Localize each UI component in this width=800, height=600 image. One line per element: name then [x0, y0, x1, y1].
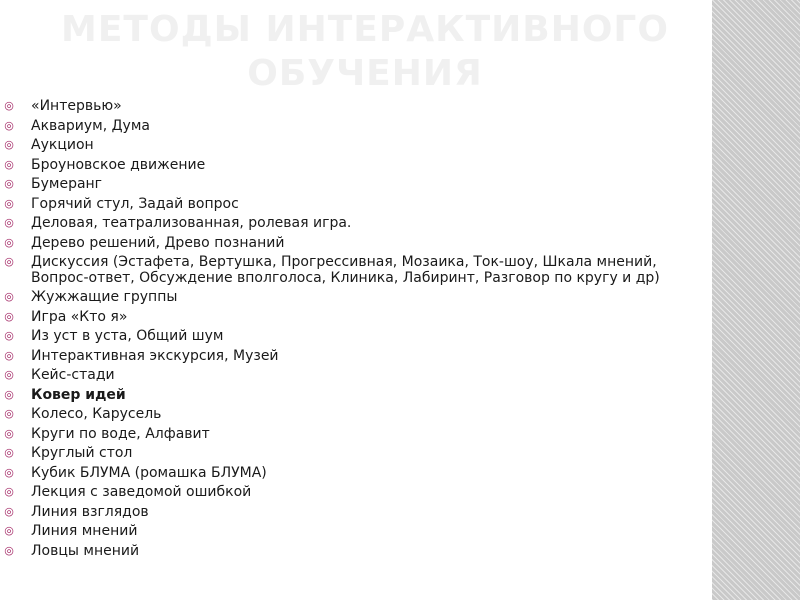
bullet-icon: ◎: [4, 157, 14, 171]
list-item-text: Колесо, Карусель: [31, 406, 162, 422]
list-item: [0, 97, 700, 117]
list-item: [0, 253, 700, 288]
list-item: [0, 366, 700, 386]
list-item: [0, 444, 700, 464]
bullet-icon: ◎: [4, 99, 14, 112]
list-item: [0, 483, 700, 503]
list-item: [0, 195, 700, 215]
bullet-icon: ◎: [4, 235, 14, 249]
bullet-icon: ◎: [4, 138, 14, 151]
list-item-text: Интерактивная экскурсия, Музей: [31, 347, 279, 364]
list-item-text: Броуновское движение: [31, 156, 206, 173]
list-item: [0, 288, 700, 308]
bullet-icon: ◎: [4, 309, 14, 323]
list-item-text: Дерево решений, Древо познаний: [31, 234, 285, 251]
list-item: [0, 425, 700, 445]
list-item-text: Линия взглядов: [31, 503, 149, 520]
list-item-text: «Интервью»: [31, 98, 122, 114]
bullet-icon: ◎: [4, 196, 14, 210]
methods-list: [0, 97, 700, 561]
list-item-text: Кубик БЛУМА (ромашка БЛУМА): [31, 464, 267, 481]
list-item-text: Лекция с заведомой ошибкой: [31, 484, 252, 500]
list-item: [0, 136, 700, 156]
list-item-text: Деловая, театрализованная, ролевая игра.: [31, 215, 352, 231]
list-item-text: Горячий стул, Задай вопрос: [31, 195, 239, 212]
bullet-icon: ◎: [4, 426, 14, 440]
bullet-icon: ◎: [4, 255, 14, 268]
list-item-text: Дискуссия (Эстафета, Вертушка, Прогрессивная, Мозаика, Ток-шоу, Шкала мнений, Вопрос-ответ, Обсуждение вполголоса, Клиника, Лабиринт, Разговор по кругу и др): [31, 254, 660, 286]
list-item-text: Ловцы мнений: [31, 542, 140, 559]
decorative-side-band: [712, 0, 800, 600]
list-item-text: Круглый стол: [31, 445, 133, 461]
list-item: [0, 347, 700, 367]
list-item: [0, 405, 700, 425]
list-item-text: Линия мнений: [31, 523, 138, 539]
bullet-icon: ◎: [4, 504, 14, 518]
slide-title: МЕТОДЫ ИНТЕРАКТИВНОГО ОБУЧЕНИЯ: [61, 9, 669, 94]
list-item-text: Кейс-стади: [31, 367, 115, 383]
list-item-text: Игра «Кто я»: [31, 308, 128, 325]
list-item: [0, 386, 700, 406]
bullet-icon: ◎: [4, 348, 14, 362]
list-item: [0, 156, 700, 176]
bullet-icon: ◎: [4, 177, 14, 190]
list-item-text: Аукцион: [31, 137, 94, 153]
list-item: [0, 175, 700, 195]
bullet-icon: ◎: [4, 543, 14, 557]
list-item-text: Ковер идей: [31, 386, 126, 403]
list-item-text: Из уст в уста, Общий шум: [31, 328, 224, 344]
bullet-icon: ◎: [4, 407, 14, 420]
bullet-icon: ◎: [4, 290, 14, 303]
list-item: [0, 308, 700, 328]
bullet-icon: ◎: [4, 485, 14, 498]
list-item: [0, 542, 700, 562]
list-item: [0, 522, 700, 542]
list-item: [0, 327, 700, 347]
list-item-text: Круги по воде, Алфавит: [31, 425, 210, 442]
bullet-icon: ◎: [4, 446, 14, 459]
list-item: [0, 117, 700, 137]
list-item-text: Аквариум, Дума: [31, 117, 150, 134]
bullet-icon: ◎: [4, 329, 14, 342]
list-item-text: Жужжащие группы: [31, 289, 178, 305]
bullet-icon: ◎: [4, 387, 14, 401]
bullet-icon: ◎: [4, 368, 14, 381]
bullet-icon: ◎: [4, 216, 14, 229]
bullet-icon: ◎: [4, 524, 14, 537]
list-item: [0, 234, 700, 254]
list-item: [0, 503, 700, 523]
bullet-icon: ◎: [4, 118, 14, 132]
bullet-icon: ◎: [4, 465, 14, 479]
list-item: [0, 464, 700, 484]
list-item-text: Бумеранг: [31, 176, 103, 192]
list-item: [0, 214, 700, 234]
